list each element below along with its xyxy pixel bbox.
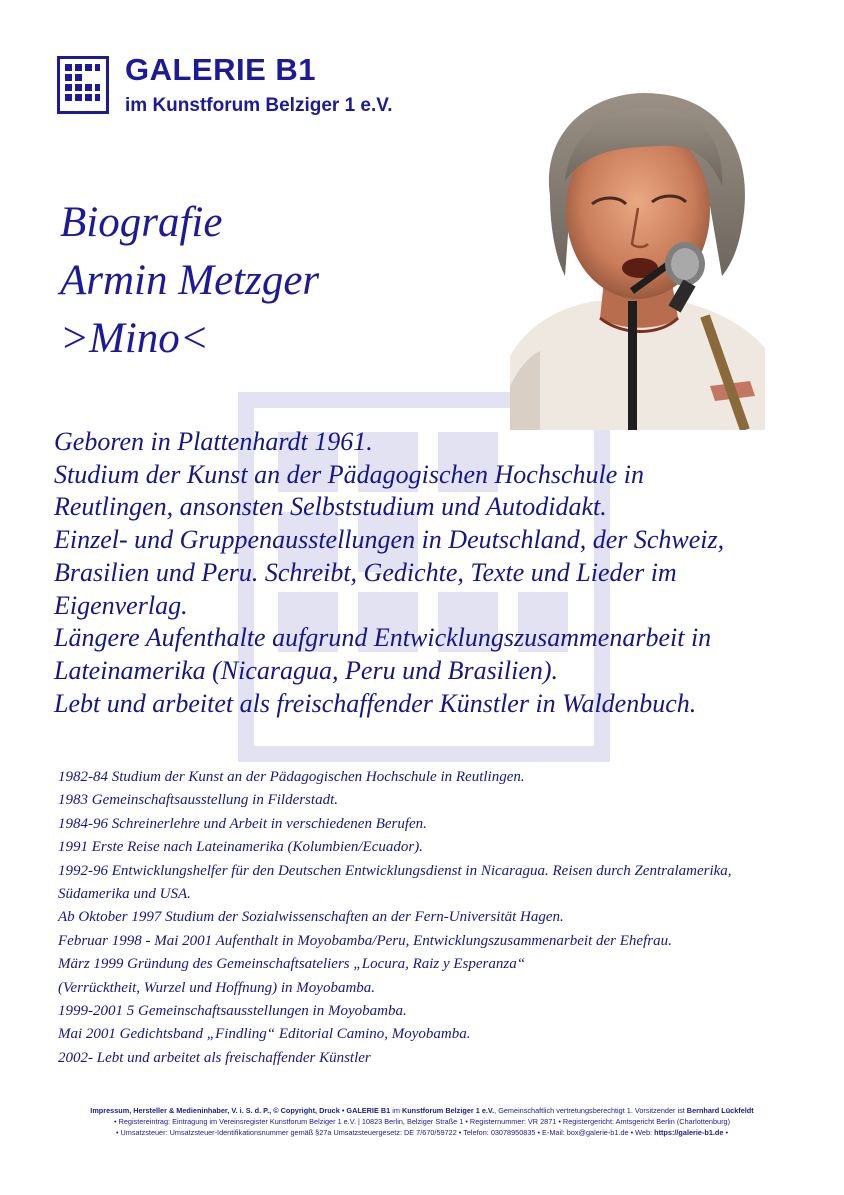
intro-line: Eigenverlag. (54, 590, 188, 620)
footer-contact-text: • Umsatzsteuer: Umsatzsteuer-Identifikationsnummer gemäß §27a Umsatzsteuergesetz: DE 7/670/59722 • Telefon: 03078950835 • E-Mail: box@galerie-b1.de • Web: (115, 1128, 655, 1137)
footer-association-name: Kunstforum Belziger 1 e.V. (401, 1106, 495, 1115)
footer-text: • (723, 1128, 729, 1137)
timeline-item: 1992-96 Entwicklungshelfer für den Deutschen Entwicklungsdienst in Nicaragua. Reisen durch Zentralamerika, (58, 862, 732, 879)
footer-imprint-label: Impressum, Hersteller & Medieninhaber, V. i. S. d. P., © Copyright, Druck • GALERIE B1 (90, 1106, 391, 1115)
timeline-item: 2002- Lebt und arbeitet als freischaffender Künstler (58, 1049, 371, 1066)
title-line-1: Biografie (60, 199, 223, 246)
intro-line: Einzel- und Gruppenausstellungen in Deutschland, der Schweiz, (54, 525, 725, 555)
intro-line: Reutlingen, ansonsten Selbststudium und Autodidakt. (54, 492, 607, 522)
footer-line-3 (0, 1127, 844, 1138)
timeline-item: 1991 Erste Reise nach Lateinamerika (Kolumbien/Ecuador). (58, 839, 423, 856)
intro-line: Längere Aufenthalte aufgrund Entwicklungszusammenarbeit in (54, 623, 712, 653)
timeline-item: Mai 2001 Gedichtsband „Findling“ Editorial Camino, Moyobamba. (58, 1026, 471, 1043)
footer-line-2: • Registereintrag: Eintragung im Vereinsregister Kunstforum Belziger 1 e.V. | 10823 Berlin, Belziger Straße 1 • Registernummer: VR 2871 • Registergericht: Amtsgericht Berlin (Charlottenburg) (113, 1117, 731, 1126)
footer-website-link[interactable]: https://galerie-b1.de (654, 1128, 724, 1137)
intro-paragraph (54, 426, 814, 720)
footer-text: im (390, 1106, 402, 1115)
brand-title: GALERIE B1 (125, 52, 317, 87)
intro-line: Geboren in Plattenhardt 1961. (54, 427, 373, 456)
footer-text: , Gemeinschaftlich vertretungsberechtigt 1. Vorsitzender ist (494, 1106, 687, 1115)
intro-line: Brasilien und Peru. Schreibt, Gedichte, Texte und Lieder im (54, 557, 677, 587)
footer-line-1 (0, 1105, 844, 1116)
timeline-item: März 1999 Gründung des Gemeinschaftsateliers „Locura, Raiz y Esperanza“ (58, 956, 526, 973)
intro-line: Lateinamerika (Nicaragua, Peru und Brasilien). (54, 655, 559, 685)
timeline-item: 1984-96 Schreinerlehre und Arbeit in verschiedenen Berufen. (58, 815, 427, 832)
artist-photo (510, 86, 765, 430)
title-line-2: Armin Metzger (60, 257, 320, 304)
footer-imprint (0, 1105, 844, 1138)
timeline-item: Ab Oktober 1997 Studium der Sozialwissenschaften an der Fern-Universität Hagen. (58, 909, 564, 926)
timeline-item: 1983 Gemeinschaftsausstellung in Filderstadt. (58, 792, 338, 809)
gallery-logo-icon (57, 56, 109, 114)
timeline-item: (Verrücktheit, Wurzel und Hoffnung) in Moyobamba. (58, 979, 376, 996)
footer-chairman-name: Bernhard Lückfeldt (686, 1106, 754, 1115)
timeline-item: Südamerika und USA. (58, 886, 191, 903)
brand-subtitle: im Kunstforum Belziger 1 e.V. (125, 95, 393, 116)
timeline-item: 1999-2001 5 Gemeinschaftsausstellungen in Moyobamba. (58, 1003, 407, 1020)
timeline-list (58, 766, 798, 1070)
timeline-item: 1982-84 Studium der Kunst an der Pädagogischen Hochschule in Reutlingen. (58, 769, 525, 785)
intro-line: Lebt und arbeitet als freischaffender Künstler in Waldenbuch. (54, 688, 697, 718)
title-line-3: >Mino< (60, 315, 209, 362)
intro-line: Studium der Kunst an der Pädagogischen Hochschule in (54, 459, 644, 489)
timeline-item: Februar 1998 - Mai 2001 Aufenthalt in Moyobamba/Peru, Entwicklungszusammenarbeit der Ehefrau. (58, 932, 672, 949)
page-title (60, 194, 319, 368)
